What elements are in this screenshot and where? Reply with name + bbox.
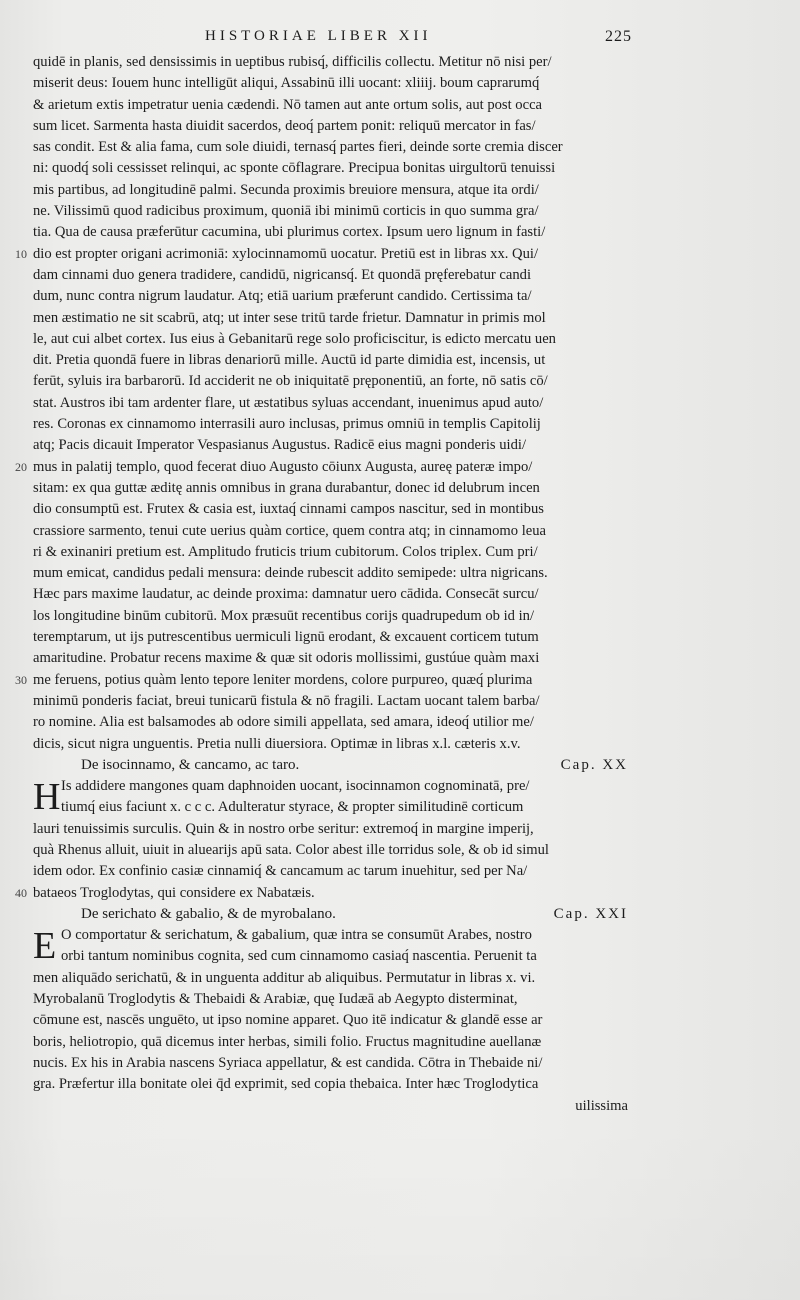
text-line: nucis. Ex his in Arabia nascens Syriaca appellatur, & est candida. Cōtra in Thebaide ni/ <box>33 1054 543 1071</box>
text-line: lauri tenuissimis surculis. Quin & in nostro orbe seritur: extremoq́ in margine imperij, <box>33 820 534 837</box>
chapter-body <box>15 776 628 904</box>
text-line: crassiore sarmento, tenui cute uerius quàm cortice, quem contra atq; in cinnamomo leua <box>33 522 547 539</box>
text-line: boris, heliotropio, quā dicemus inter herbas, simili folio. Fructus magnitudine auellanæ <box>33 1033 542 1050</box>
text-line: res. Coronas ex cinnamomo interrasili auro inclusas, primus omniū in templis Capitolij <box>33 416 541 433</box>
text-line: tiumq́ eius faciunt x. c c c. Adulteratur styrace, & propter similitudinē corticum <box>61 799 524 816</box>
running-head: HISTORIAE LIBER XII <box>205 28 432 44</box>
text-line: teremptarum, ut ijs putrescentibus uermiculi lignū erodant, & excauent corticem tutum <box>33 629 539 646</box>
chapter-heading <box>33 755 628 776</box>
line-number: 20 <box>15 459 27 474</box>
text-line: orbi tantum nominibus cognita, sed cum cinnamomo casiaq́ nascentia. Peruenit ta <box>61 948 537 965</box>
text-line: Is addidere mangones quam daphnoiden uocant, isocinnamon cognominatā, pre/ <box>61 778 530 795</box>
line-text: bataeos Troglodytas, qui considere ex Nabatæis. <box>33 884 315 901</box>
text-line: stat. Austros ibi tam ardenter flare, ut æstatibus syluas accendant, inuenimus apud auto/ <box>33 394 544 411</box>
text-line: quidē in planis, sed densissimis in ueptibus rubisq́, difficilis collectu. Metitur nō nisi per/ <box>33 54 552 70</box>
text-line: dum, nunc contra nigrum laudatur. Atq; etiā uarium præferunt candido. Certissima ta/ <box>33 288 532 305</box>
text-line: dam cinnami duo genera tradidere, candidū, nigricansq́. Et quondā pręferebatur candi <box>33 266 532 283</box>
text-line: men æstimatio ne sit scabrū, atq; ut inter sese tritū tarde frietur. Damnatur in primis mol <box>33 309 546 326</box>
text-line: Myrobalanū Troglodytis & Thebaidi & Arabiæ, quę Iudæā ab Aegypto disterminat, <box>33 991 518 1008</box>
text-line: amaritudine. Probatur recens maxime & quæ sit odoris mollissimi, gustúue quàm maxi <box>33 650 540 667</box>
page-margin-shade <box>0 1120 800 1300</box>
text-line: O comportatur & serichatum, & gabalium, quæ intra se consumūt Arabes, nostro <box>61 927 532 944</box>
text-line: tia. Qua de causa præferūtur cacumina, ubi plurimus cortex. Ipsum uero lignum in fasti/ <box>33 224 546 241</box>
drop-capital: H <box>33 776 61 819</box>
chapter-title: De serichato & gabalio, & de myrobalano. <box>81 905 336 922</box>
text-line: ne. Vilissimū quod radicibus proximum, quoniā ibi minimū corticis in quo summa gra/ <box>33 203 539 220</box>
text-line: idem odor. Ex confinio casiæ cinnamiq́ & cancamum ac tarum inuehitur, sed per Na/ <box>33 863 528 880</box>
text-line: Hæc pars maxime laudatur, ac deinde proxima: damnatur uero cādida. Consecāt surcu/ <box>33 586 539 603</box>
text-line: men aliquādo serichatū, & in unguenta additur ab aliquibus. Permutatur in libras x. vi. <box>33 969 536 986</box>
text-body <box>15 52 628 1117</box>
text-line: cōmune est, nascēs unguēto, ut ipso nomine apparet. Quo itē indicatur & glandē esse ar <box>33 1012 543 1029</box>
line-text: me feruens, potius quàm lento tepore leniter mordens, colore purpureo, quæq́ plurima <box>33 671 533 688</box>
page-number: 225 <box>605 28 632 45</box>
text-line: sum licet. Sarmenta hasta diuidit sacerdos, deoq́ partem ponit: reliquū mercator in fas/ <box>33 117 536 134</box>
text-line <box>15 670 628 691</box>
text-line: & arietum extis impetratur uenia cædendi. Nō tamen aut ante ortum solis, aut post occa <box>33 96 543 113</box>
text-line: ri & exinaniri pretium est. Amplitudo fruticis trium cubitorum. Colos triplex. Cum pri/ <box>33 543 538 560</box>
text-line: quà Rhenus alluit, uiuit in aluearijs apū sata. Color abest ille torridus sole, & ob id simul <box>33 841 549 858</box>
text-line: minimū ponderis faciat, breui tunicarū fistula & nō fragili. Lactam uocant talem barba/ <box>33 692 540 709</box>
line-number: 10 <box>15 246 27 261</box>
text-line <box>15 244 628 265</box>
drop-capital: E <box>33 925 57 968</box>
chapter-body <box>33 925 628 1095</box>
line-number: 40 <box>15 885 27 900</box>
text-line: dit. Pretia quondā fuere in libras denariorū mille. Auctū id parte dimidia est, incensis, ut <box>33 352 546 369</box>
line-number: 30 <box>15 672 27 687</box>
text-line: atq; Pacis dicauit Imperator Vespasianus Augustus. Radicē eius magni ponderis uidi/ <box>33 437 526 454</box>
line-text: mus in palatij templo, quod fecerat diuo Augusto cōiunx Augusta, aureę pateræ impo/ <box>33 458 533 475</box>
text-line: gra. Præfertur illa bonitate olei q̄d exprimit, sed copia thebaica. Inter hæc Troglodytica <box>33 1076 539 1093</box>
chapter-heading <box>33 904 628 925</box>
text-line: le, aut cui albet cortex. Ius eius à Gebanitarū rege solo proficiscitur, is edicto mercatu uen <box>33 330 556 347</box>
text-line <box>15 883 628 904</box>
text-line: ro nomine. Alia est balsamodes ab odore simili appellata, sed amara, ideoq́ utilior me/ <box>33 714 534 731</box>
catchword: uilissima <box>575 1097 628 1114</box>
text-line: dio consumptū est. Frutex & casia est, iuxtaq́ cinnami campos nascitur, sed in montibus <box>33 501 544 518</box>
text-line: ni: quodq́ soli cessisset relinqui, ac sponte cōflagrare. Precipua bonitas uirgultorū tenuissi <box>33 160 556 177</box>
text-line: ferūt, syluis ira barbarorū. Id acciderit ne ob iniquitatē pręponentiū, an forte, nō satis cō/ <box>33 373 548 390</box>
chapter-number: Cap. XXI <box>553 905 628 922</box>
page-header <box>0 28 800 50</box>
text-line: miserit deus: Iouem hunc intelligūt aliqui, Assabinū illi uocant: xliiij. boum caprarumq́ <box>33 75 540 92</box>
text-line: mum emicat, candidus pedali mensura: deinde rubescit addito semipede: ultra nigricans. <box>33 565 548 582</box>
text-line: dicis, sicut nigra unguentis. Pretia nulli diuersiora. Optimæ in libras x.l. cæteris x.v. <box>33 735 521 752</box>
text-line: sas condit. Est & alia fama, cum sole diuidi, ternasq́ partes fieri, deinde sorte cremia discer <box>33 139 563 156</box>
chapter-number: Cap. XX <box>560 756 628 773</box>
text-line: sitam: ex qua guttæ æditę annis omnibus in grana durabantur, donec id delubrum incen <box>33 479 540 496</box>
text-line: mis partibus, ad longitudinē palmi. Secunda proximis breuiore mensura, atque ita ordi/ <box>33 181 539 198</box>
chapter-title: De isocinnamo, & cancamo, ac taro. <box>81 756 300 773</box>
text-line <box>15 457 628 478</box>
line-text: dio est propter origani acrimoniā: xylocinnamomū uocatur. Pretiū est in libras xx. Qui/ <box>33 245 539 262</box>
text-line: los longitudine binūm cubitorū. Mox præsuūt recentibus corijs quadrupedum ob id in/ <box>33 607 534 624</box>
